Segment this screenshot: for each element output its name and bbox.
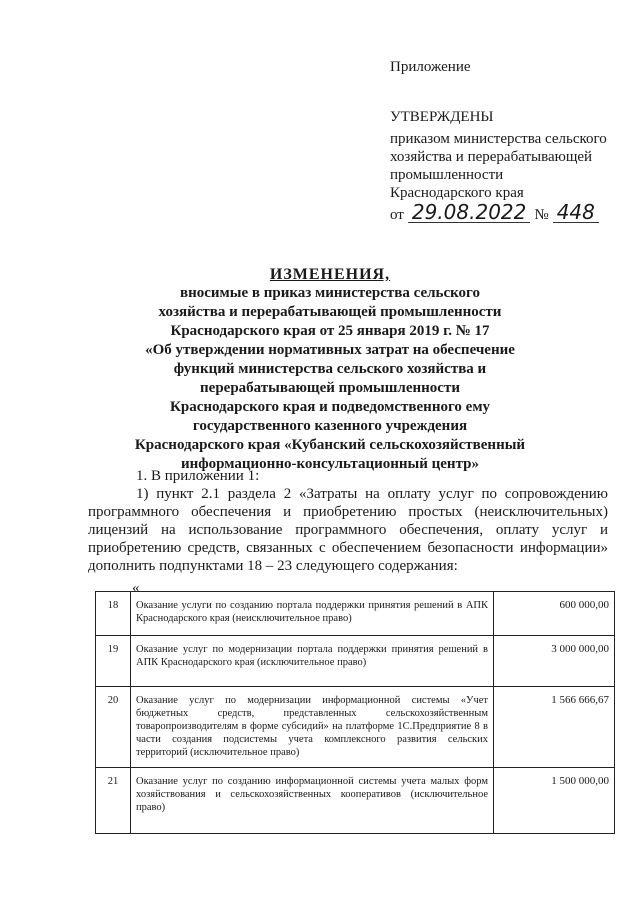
appendix-label: Приложение [390,59,471,75]
row-description: Оказание услуги по созданию портала поддержки принятия решений в АПК Краснодарского края (неисключительное право) [131,592,494,636]
paragraph-2: 1) пункт 2.1 раздела 2 «Затраты на оплату услуг по сопровождению программного обеспечения и приобретению простых (неисключительных) лицензий на использование программного обеспечения, оплату услуг и приобретению средств, связанных с обеспечением безопасности информации» дополнить подпунктами 18 – 23 следующего содержания: [88,486,608,574]
title-line: перерабатывающей промышленности [200,380,460,396]
table-row [96,636,615,687]
title-line: Краснодарского края «Кубанский сельскохозяйственный [134,437,526,453]
row-description: Оказание услуг по созданию информационной системы учета малых форм хозяйствования и сельскохозяйственных кооперативов (исключительное право) [131,768,494,834]
row-price: 1 500 000,00 [494,768,615,834]
handwritten-date: 29.08.2022 [408,202,531,223]
row-number: 19 [96,636,131,687]
row-description: Оказание услуг по модернизации портала поддержки принятия решений в АПК Краснодарского края (исключительное право) [131,636,494,687]
row-price: 600 000,00 [494,592,615,636]
title-heading: ИЗМЕНЕНИЯ, [269,266,391,283]
title-line: государственного казенного учреждения [192,418,468,434]
from-prefix: от [390,207,404,223]
table-row [96,768,615,834]
title-line: вносимые в приказ министерства сельского [180,285,480,301]
title-line: Краснодарского края и подведомственного ему [169,399,491,415]
row-description: Оказание услуг по модернизации информационной системы «Учет бюджетных средств, представленных сельскохозяйственным товаропроизводителям в форме субсидий» на платформе 1С.Предприятие 8 в части создания подсистемы учета комплексного развития сельских территорий (исключительное право) [131,687,494,768]
table-row [96,687,615,768]
approved-label: УТВЕРЖДЕНЫ [390,109,494,125]
order-date-number [390,202,620,224]
body-text [88,467,608,575]
opening-quote: « [132,580,140,596]
row-price: 1 566 666,67 [494,687,615,768]
approval-line: Краснодарского края [390,185,524,201]
items-table [95,591,615,834]
title-line: информационно-консультационный центр» [181,456,479,472]
approval-line: промышленности [390,167,504,183]
paragraph-1: 1. В приложении 1: [136,468,260,484]
row-number: 20 [96,687,131,768]
row-number: 18 [96,592,131,636]
document-title [70,265,590,474]
row-price: 3 000 000,00 [494,636,615,687]
table-row [96,592,615,636]
handwritten-number: 448 [553,202,599,223]
row-number: 21 [96,768,131,834]
approval-line: хозяйства и перерабатывающей [390,149,593,165]
title-line: хозяйства и перерабатывающей промышленности [158,304,502,320]
title-line: Краснодарского края от 25 января 2019 г. № 17 [170,323,490,339]
number-prefix: № [534,207,549,223]
title-line: функций министерства сельского хозяйства и [173,361,487,377]
title-line: «Об утверждении нормативных затрат на обеспечение [145,342,515,358]
approval-block [390,58,620,224]
approval-line: приказом министерства сельского [390,131,607,147]
